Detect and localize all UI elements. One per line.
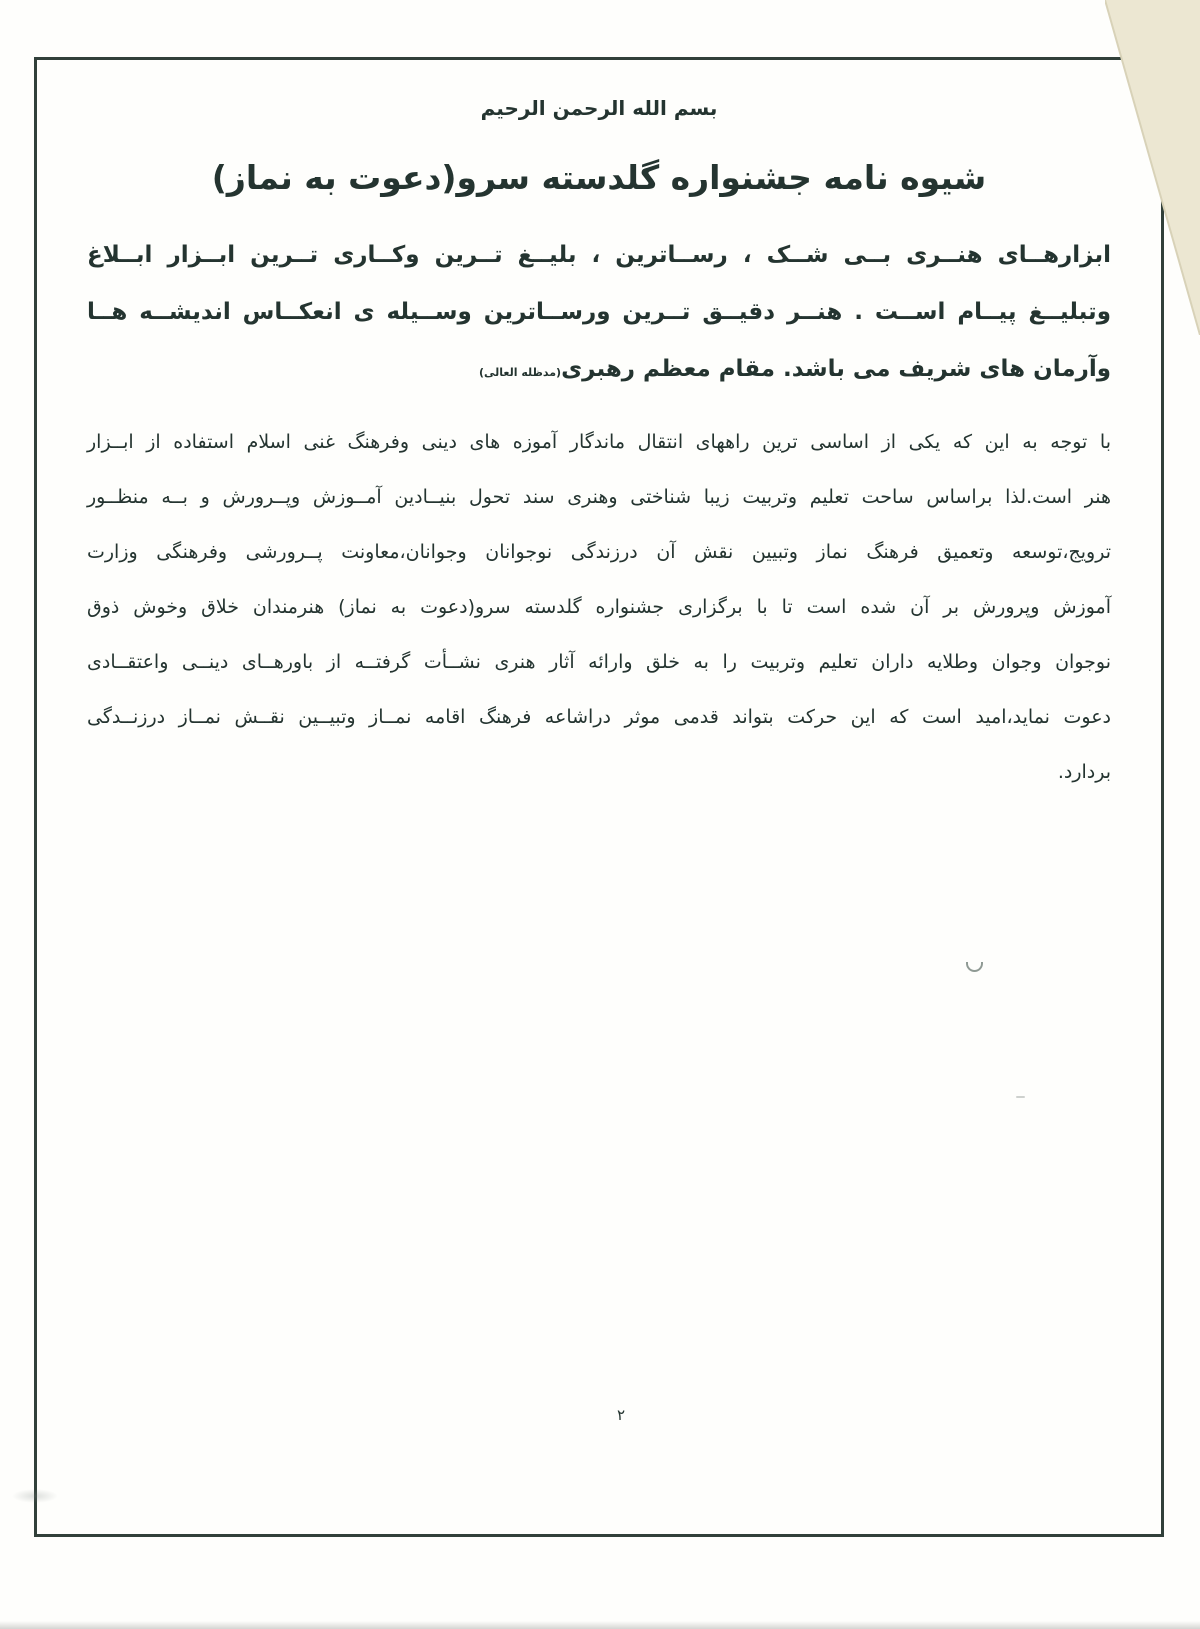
body-line: نوجوان وجوان وطلایه داران تعلیم وتربیت را به خلق وارائه آثار هنری نشــأت گرفتــه از باورهــای دینــی واعتقــادی bbox=[87, 651, 1111, 673]
body-line: دعوت نماید،امید است که این حرکت بتواند قدمی موثر دراشاعه فرهنگ اقامه نمــاز وتبیــین نقــش نمــاز درزنــدگی bbox=[87, 706, 1111, 728]
page-number: ۲ bbox=[616, 1406, 626, 1424]
quote-line: وتبلیــغ پیــام اســت . هنــر دقیــق تــرین ورســاترین وســیله ی انعکــاس اندیشــه هــا bbox=[87, 299, 1111, 325]
page-title: شیوه نامه جشنواره گلدسته سرو(دعوت به نماز) bbox=[211, 158, 987, 197]
attribution-note: (مدظله العالی) bbox=[478, 366, 562, 379]
page-border-frame bbox=[34, 57, 1164, 1537]
body-line: آموزش وپرورش بر آن شده است تا با برگزاری جشنواره گلدسته سرو(دعوت به نماز) هنرمندان خلاق وخوش ذوق bbox=[87, 596, 1111, 618]
bismillah-heading: بسم الله الرحمن الرحیم bbox=[480, 96, 718, 120]
body-line: هنر است.لذا براساس ساحت تعلیم وتربیت زیبا شناختی وهنری سند تحول بنیــادین آمــوزش وپــرورش و بــه منظــور bbox=[87, 486, 1111, 508]
body-paragraph bbox=[87, 415, 1111, 800]
body-line: ترویج،توسعه وتعمیق فرهنگ نماز وتبیین نقش آن درزندگی نوجوانان وجوانان،معاونت پــرورشی وفرهنگی وزارت bbox=[87, 541, 1111, 563]
quote-paragraph bbox=[87, 227, 1111, 401]
scan-smudge-artifact bbox=[12, 1489, 58, 1503]
body-line: با توجه به این که یکی از اساسی ترین راههای انتقال ماندگار آموزه های دینی وفرهنگ غنی اسلام استفاده از ابــزار bbox=[87, 431, 1111, 453]
quote-line bbox=[87, 341, 1111, 401]
faint-dash-artifact bbox=[1016, 1096, 1025, 1098]
body-line: بردارد. bbox=[1057, 761, 1111, 783]
quote-line-text: وآرمان های شریف می باشد. مقام معظم رهبری bbox=[561, 356, 1111, 382]
quote-line: ابزارهــای هنــری بــی شــک ، رســاترین ، بلیــغ تــرین وکــاری تــرین ابــزار ابــلاغ bbox=[87, 242, 1111, 268]
folded-corner-artifact bbox=[1105, 0, 1200, 335]
